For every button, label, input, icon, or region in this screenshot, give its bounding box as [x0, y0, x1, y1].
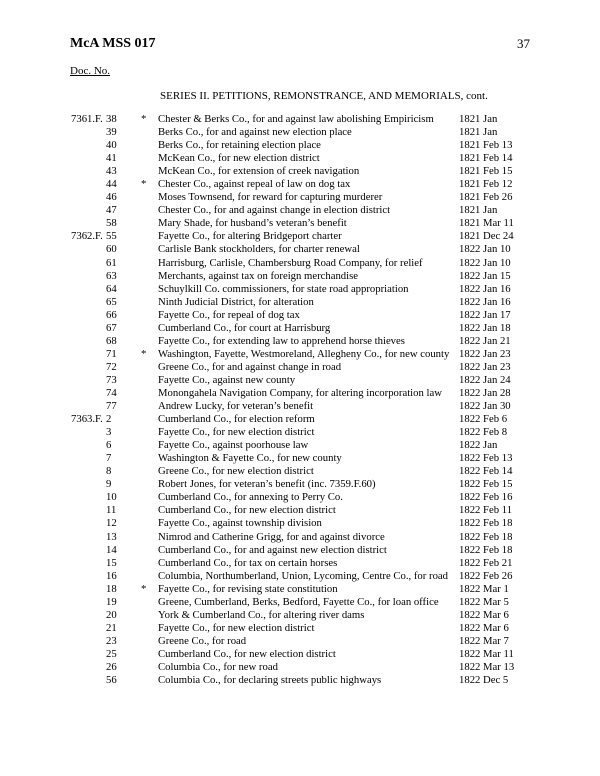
- document-number: 38: [106, 113, 117, 125]
- list-item: [0, 217, 600, 230]
- petition-date: 1821 Mar 11: [459, 217, 514, 230]
- petition-date: 1822 Feb 6: [459, 413, 508, 426]
- list-item: [0, 570, 600, 583]
- petition-date: 1822 Jan 23: [459, 347, 511, 360]
- petition-date: 1821 Feb 14: [459, 152, 513, 165]
- list-item: [0, 191, 600, 204]
- document-number: 60: [106, 243, 117, 256]
- petition-date: 1821 Jan: [459, 126, 498, 139]
- petition-description: Greene Co., for new election district: [158, 465, 314, 478]
- petition-description: Cumberland Co., for tax on certain horses: [158, 556, 338, 569]
- list-item: [0, 348, 600, 361]
- petition-date: 1822 Jan 16: [459, 295, 511, 308]
- document-number: 74: [106, 386, 117, 399]
- list-item: [0, 178, 600, 191]
- page-header: [70, 36, 530, 52]
- petition-description: Schuylkill Co. commissioners, for state road appropriation: [158, 282, 409, 295]
- petition-description: Chester Co., against repeal of law on dog tax: [158, 178, 351, 191]
- petition-description: Fayette Co., for repeal of dog tax: [158, 308, 300, 321]
- list-item: [0, 387, 600, 400]
- document-number: 7: [106, 452, 112, 465]
- document-number: 26: [106, 660, 117, 673]
- petition-date: 1822 Mar 5: [459, 595, 509, 608]
- petition-date: 1822 Jan 18: [459, 321, 511, 334]
- petition-description: Berks Co., for retaining election place: [158, 139, 321, 152]
- list-item: [0, 544, 600, 557]
- petition-date: 1822 Jan 10: [459, 256, 511, 269]
- list-item: [0, 661, 600, 674]
- petition-date: 1822 Mar 6: [459, 621, 509, 634]
- list-item: [0, 230, 600, 243]
- petition-description: Robert Jones, for veteran’s benefit (inc. 7359.F.60): [158, 478, 376, 491]
- petition-date: 1821 Feb 26: [459, 191, 513, 204]
- document-number: 55: [106, 230, 117, 243]
- petition-description: Cumberland Co., for new election district: [158, 647, 336, 660]
- document-number: 3: [106, 426, 112, 439]
- document-number: 67: [106, 321, 117, 334]
- document-number: 71: [106, 347, 117, 360]
- list-item: [0, 126, 600, 139]
- document-number: 8: [106, 465, 112, 478]
- list-item: [0, 309, 600, 322]
- petition-description: Cumberland Co., for election reform: [158, 413, 315, 426]
- list-item: [0, 165, 600, 178]
- list-item: [0, 622, 600, 635]
- folder-number: 7363.F.: [71, 413, 103, 426]
- petition-description: Cumberland Co., for new election district: [158, 504, 336, 517]
- document-number: 77: [106, 400, 117, 413]
- list-item: [0, 296, 600, 309]
- petition-description: Greene Co., for road: [158, 634, 247, 647]
- petition-date: 1822 Jan: [459, 439, 498, 452]
- petition-description: Columbia Co., for declaring streets public highways: [158, 674, 382, 687]
- list-item: [0, 609, 600, 622]
- petition-date: 1822 Jan 16: [459, 282, 511, 295]
- document-number: 14: [106, 543, 117, 556]
- asterisk-marker: *: [141, 582, 147, 595]
- document-number: 23: [106, 634, 117, 647]
- petition-date: 1822 Dec 5: [459, 674, 509, 687]
- document-number: 73: [106, 373, 117, 386]
- list-item: [0, 139, 600, 152]
- document-number: 9: [106, 478, 112, 491]
- list-item: [0, 361, 600, 374]
- petition-description: Berks Co., for and against new election place: [158, 126, 352, 139]
- petition-description: Chester Co., for and against change in election district: [158, 204, 391, 217]
- petition-description: Cumberland Co., for annexing to Perry Co.: [158, 491, 343, 504]
- list-item: [0, 674, 600, 687]
- petition-description: Cumberland Co., for and against new election district: [158, 543, 387, 556]
- petition-description: McKean Co., for extension of creek navigation: [158, 165, 360, 178]
- petition-description: Ninth Judicial District, for alteration: [158, 295, 314, 308]
- petition-description: Columbia Co., for new road: [158, 660, 278, 673]
- petition-description: Fayette Co., for new election district: [158, 426, 315, 439]
- list-item: [0, 335, 600, 348]
- document-number: 43: [106, 165, 117, 178]
- petition-date: 1822 Jan 23: [459, 360, 511, 373]
- petition-date: 1822 Jan 30: [459, 400, 511, 413]
- document-number: 18: [106, 582, 117, 595]
- list-item: [0, 243, 600, 256]
- petition-date: 1821 Jan: [459, 204, 498, 217]
- petition-description: Merchants, against tax on foreign merchandise: [158, 269, 359, 282]
- document-number: 46: [106, 191, 117, 204]
- petition-description: Nimrod and Catherine Grigg, for and against divorce: [158, 530, 385, 543]
- list-item: [0, 452, 600, 465]
- petition-date: 1821 Jan: [459, 113, 498, 125]
- list-item: [0, 635, 600, 648]
- list-item: [0, 517, 600, 530]
- list-item: [0, 426, 600, 439]
- petition-description: Chester & Berks Co., for and against law abolishing Empiricism: [158, 113, 434, 125]
- petition-date: 1822 Mar 13: [459, 660, 515, 673]
- petition-description: Carlisle Bank stockholders, for charter renewal: [158, 243, 360, 256]
- petition-date: 1822 Feb 15: [459, 478, 513, 491]
- petition-description: Moses Townsend, for reward for capturing murderer: [158, 191, 383, 204]
- manuscript-id: McA MSS 017: [70, 36, 156, 51]
- document-number: 64: [106, 282, 117, 295]
- document-number: 61: [106, 256, 117, 269]
- asterisk-marker: *: [141, 178, 147, 191]
- document-number: 21: [106, 621, 117, 634]
- petition-date: 1822 Mar 7: [459, 634, 509, 647]
- list-item: [0, 400, 600, 413]
- document-number: 47: [106, 204, 117, 217]
- petition-date: 1822 Jan 10: [459, 243, 511, 256]
- list-item: [0, 322, 600, 335]
- document-number: 20: [106, 608, 117, 621]
- petition-date: 1822 Feb 26: [459, 569, 513, 582]
- list-item: [0, 374, 600, 387]
- petition-description: Monongahela Navigation Company, for altering incorporation law: [158, 386, 442, 399]
- petition-description: Columbia, Northumberland, Union, Lycoming, Centre Co., for road: [158, 569, 448, 582]
- document-number: 16: [106, 569, 117, 582]
- petition-description: Greene, Cumberland, Berks, Bedford, Fayette Co., for loan office: [158, 595, 439, 608]
- petition-description: Fayette Co., for new election district: [158, 621, 315, 634]
- petition-description: Fayette Co., for revising state constitution: [158, 582, 338, 595]
- document-number: 66: [106, 308, 117, 321]
- document-number: 25: [106, 647, 117, 660]
- petition-description: Harrisburg, Carlisle, Chambersburg Road Company, for relief: [158, 256, 423, 269]
- petition-description: Greene Co., for and against change in road: [158, 360, 342, 373]
- list-item: [0, 270, 600, 283]
- document-number: 12: [106, 517, 117, 530]
- petition-date: 1822 Mar 11: [459, 647, 514, 660]
- document-number: 58: [106, 217, 117, 230]
- petition-date: 1822 Feb 21: [459, 556, 513, 569]
- list-item: [0, 257, 600, 270]
- list-item: [0, 531, 600, 544]
- list-item: [0, 478, 600, 491]
- list-item: [0, 648, 600, 661]
- petition-date: 1822 Feb 18: [459, 530, 513, 543]
- document-number: 44: [106, 178, 117, 191]
- document-number: 19: [106, 595, 117, 608]
- series-heading: SERIES II. PETITIONS, REMONSTRANCE, AND MEMORIALS, cont.: [160, 90, 488, 102]
- document-number: 11: [106, 504, 117, 517]
- asterisk-marker: *: [141, 113, 147, 125]
- list-item: [0, 413, 600, 426]
- petition-description: Andrew Lucky, for veteran’s benefit: [158, 400, 314, 413]
- petition-description: Mary Shade, for husband’s veteran’s benefit: [158, 217, 347, 230]
- document-number: 72: [106, 360, 117, 373]
- petition-date: 1821 Dec 24: [459, 230, 514, 243]
- document-number: 63: [106, 269, 117, 282]
- petition-date: 1822 Feb 18: [459, 543, 513, 556]
- list-item: [0, 204, 600, 217]
- doc-no-label: Doc. No.: [70, 65, 111, 77]
- petition-date: 1822 Jan 17: [459, 308, 511, 321]
- list-item: [0, 113, 600, 126]
- list-item: [0, 439, 600, 452]
- petition-date: 1822 Feb 8: [459, 426, 508, 439]
- petition-list: [0, 113, 600, 687]
- document-number: 41: [106, 152, 117, 165]
- petition-date: 1822 Feb 11: [459, 504, 513, 517]
- document-number: 40: [106, 139, 117, 152]
- petition-description: Fayette Co., against new county: [158, 373, 296, 386]
- document-number: 68: [106, 334, 117, 347]
- document-number: 6: [106, 439, 112, 452]
- petition-date: 1822 Feb 14: [459, 465, 513, 478]
- petition-date: 1821 Feb 13: [459, 139, 513, 152]
- petition-date: 1822 Feb 13: [459, 452, 513, 465]
- petition-description: Fayette Co., against poorhouse law: [158, 439, 309, 452]
- folder-number: 7362.F.: [71, 230, 103, 243]
- petition-date: 1822 Jan 28: [459, 386, 511, 399]
- list-item: [0, 152, 600, 165]
- petition-date: 1821 Feb 15: [459, 165, 513, 178]
- list-item: [0, 583, 600, 596]
- petition-date: 1822 Jan 15: [459, 269, 511, 282]
- petition-description: Washington & Fayette Co., for new county: [158, 452, 342, 465]
- list-item: [0, 283, 600, 296]
- list-item: [0, 557, 600, 570]
- petition-date: 1822 Feb 16: [459, 491, 513, 504]
- list-item: [0, 465, 600, 478]
- document-number: 10: [106, 491, 117, 504]
- petition-description: York & Cumberland Co., for altering river dams: [158, 608, 365, 621]
- list-item: [0, 491, 600, 504]
- petition-description: Washington, Fayette, Westmoreland, Allegheny Co., for new county: [158, 347, 450, 360]
- petition-date: 1822 Jan 24: [459, 373, 511, 386]
- petition-description: Cumberland Co., for court at Harrisburg: [158, 321, 331, 334]
- document-number: 15: [106, 556, 117, 569]
- petition-description: Fayette Co., for extending law to apprehend horse thieves: [158, 334, 405, 347]
- petition-date: 1822 Feb 18: [459, 517, 513, 530]
- document-number: 56: [106, 674, 117, 687]
- document-number: 13: [106, 530, 117, 543]
- document-number: 65: [106, 295, 117, 308]
- petition-date: 1822 Jan 21: [459, 334, 511, 347]
- document-number: 39: [106, 126, 117, 139]
- petition-date: 1821 Feb 12: [459, 178, 513, 191]
- page-number: 37: [517, 36, 530, 51]
- petition-description: McKean Co., for new election district: [158, 152, 320, 165]
- list-item: [0, 504, 600, 517]
- petition-date: 1822 Mar 1: [459, 582, 509, 595]
- asterisk-marker: *: [141, 347, 147, 360]
- folder-number: 7361.F.: [71, 113, 103, 125]
- document-number: 2: [106, 413, 112, 426]
- petition-date: 1822 Mar 6: [459, 608, 509, 621]
- petition-description: Fayette Co., against township division: [158, 517, 322, 530]
- list-item: [0, 596, 600, 609]
- petition-description: Fayette Co., for altering Bridgeport charter: [158, 230, 342, 243]
